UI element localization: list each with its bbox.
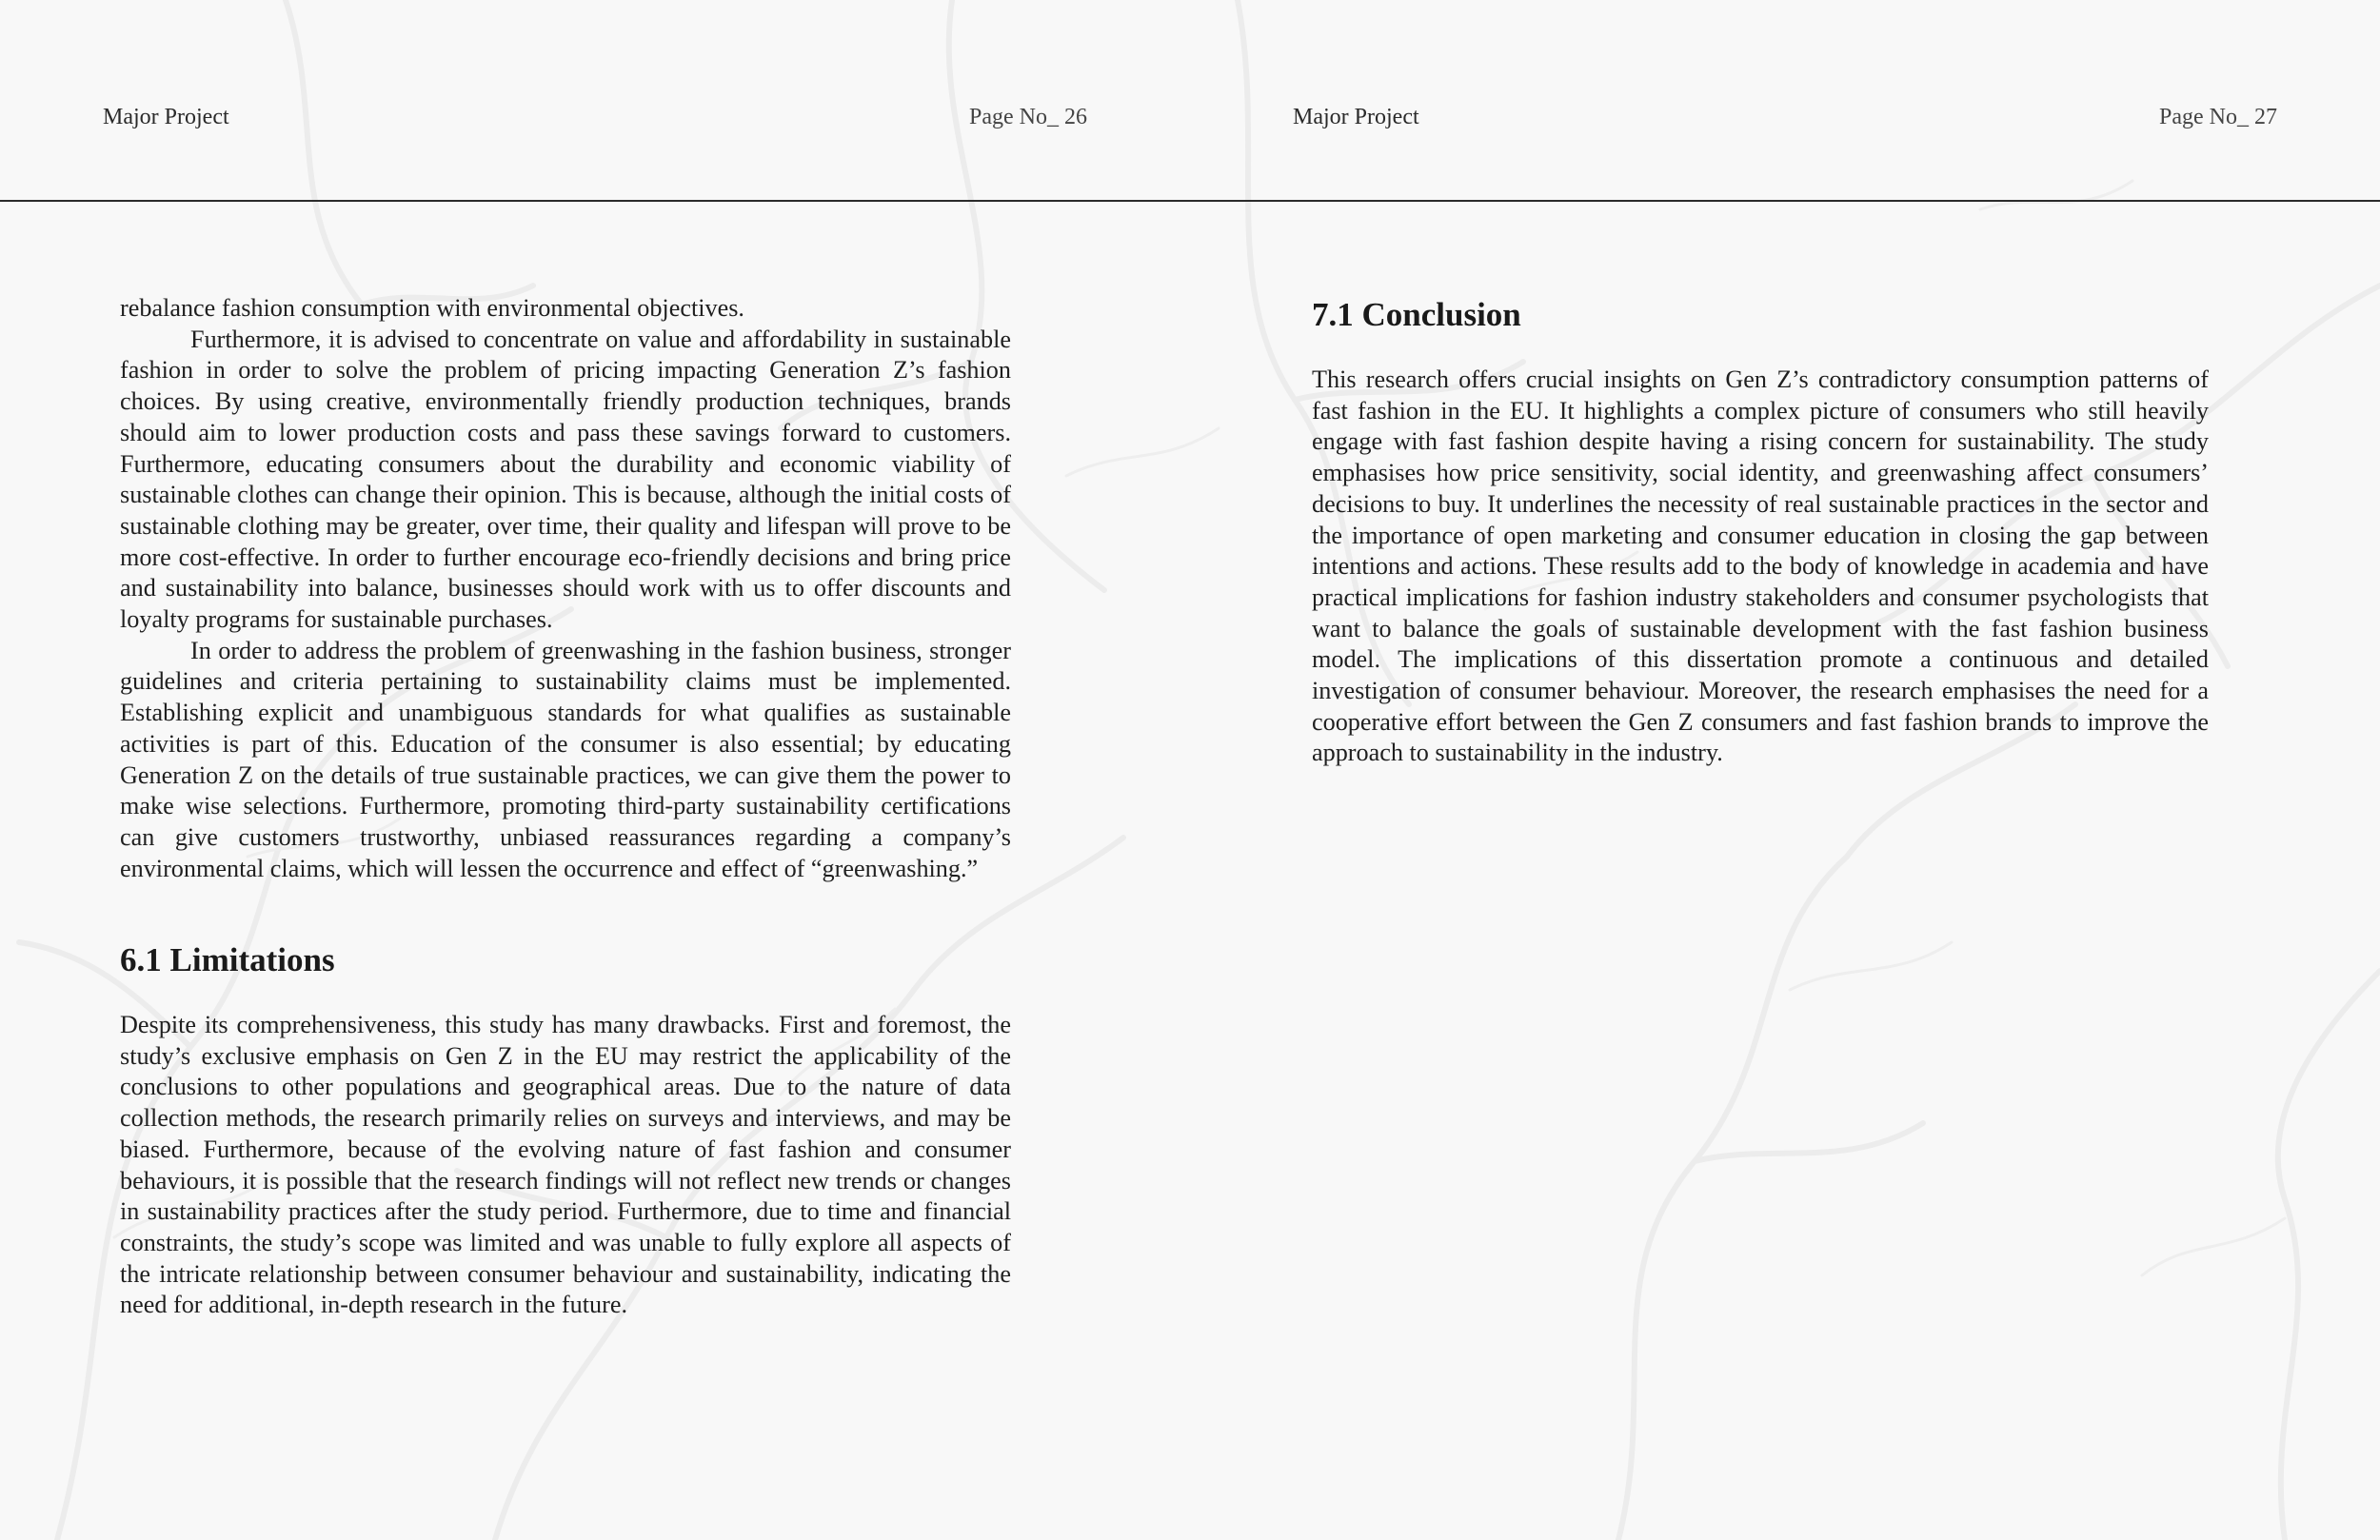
body-text-continued bbox=[120, 293, 1011, 884]
section-heading-conclusion: 7.1 Conclusion bbox=[1312, 296, 1521, 333]
section-heading-limitations: 6.1 Limitations bbox=[120, 941, 335, 978]
limitations-body bbox=[120, 1010, 1011, 1321]
conclusion-body bbox=[1312, 365, 2209, 769]
header-project-title: Major Project bbox=[103, 105, 229, 129]
header-project-title: Major Project bbox=[1293, 105, 1419, 129]
right-page bbox=[1190, 0, 2380, 1540]
page-number: Page No_ 26 bbox=[969, 105, 1087, 129]
paragraph: In order to address the problem of greenwashing in the fashion business, stronger guidelines and criteria pertaining to sustainability claims must be implemented. Establishing explicit and unambiguous standards for what qualifies as sustainable activities is part of this. Education of the consumer is also essential; by educating Generation Z on the details of true sustainable practices, we can give them the power to make wise selections. Furthermore, promoting third-party sustainability certifications can give customers trustworthy, unbiased reassurances regarding a company’s environmental claims, which will lessen the occurrence and effect of “greenwashing.” bbox=[120, 636, 1011, 882]
paragraph: Furthermore, it is advised to concentrate on value and affordability in sustainable fashion in order to solve the problem of pricing impacting Generation Z’s fashion choices. By using creative, environmentally friendly production techniques, brands should aim to lower production costs and pass these savings forward to customers. Furthermore, educating consumers about the durability and economic viability of sustainable clothes can change their opinion. This is because, although the initial costs of sustainable clothing may be greater, over time, their quality and lifespan will prove to be more cost-effective. In order to further encourage eco-friendly decisions and bring price and sustainability into balance, businesses should work with us to offer discounts and loyalty programs for sustainable purchases. bbox=[120, 325, 1011, 634]
paragraph: Despite its comprehensiveness, this study has many drawbacks. First and foremost, the study’s exclusive emphasis on Gen Z in the EU may restrict the applicability of the conclusions to other populations and geographical areas. Due to the nature of data collection methods, the research primarily relies on surveys and interviews, and may be biased. Furthermore, because of the evolving nature of fast fashion and consumer behaviours, it is possible that the research findings will not reflect new trends or changes in sustainability practices after the study period. Furthermore, due to time and financial constraints, the study’s scope was limited and was unable to fully explore all aspects of the intricate relationship between consumer behaviour and sustainability, indicating the need for additional, in-depth research in the future. bbox=[120, 1011, 1011, 1319]
paragraph: rebalance fashion consumption with environmental objectives. bbox=[120, 294, 744, 322]
left-page-header bbox=[103, 103, 1087, 141]
paragraph: This research offers crucial insights on Gen Z’s contradictory consumption patterns of fast fashion in the EU. It highlights a complex picture of consumers who still heavily engage with fast fashion despite having a rising concern for sustainability. The study emphasises how price sensitivity, social identity, and greenwashing affect consumers’ decisions to buy. It underlines the necessity of real sustainable practices in the sector and the importance of open marketing and consumer education in closing the gap between intentions and actions. These results add to the body of knowledge in academia and have practical implications for fashion industry stakeholders and consumer psychologists that want to balance the goals of sustainable development with the fast fashion business model. The implications of this dissertation promote a continuous and detailed investigation of consumer behaviour. Moreover, the research emphasises the need for a cooperative effort between the Gen Z consumers and fast fashion brands to improve the approach to sustainability in the industry. bbox=[1312, 365, 2209, 767]
page-number: Page No_ 27 bbox=[2159, 105, 2277, 129]
header-divider-line bbox=[0, 200, 2380, 202]
right-page-header bbox=[1293, 103, 2277, 141]
